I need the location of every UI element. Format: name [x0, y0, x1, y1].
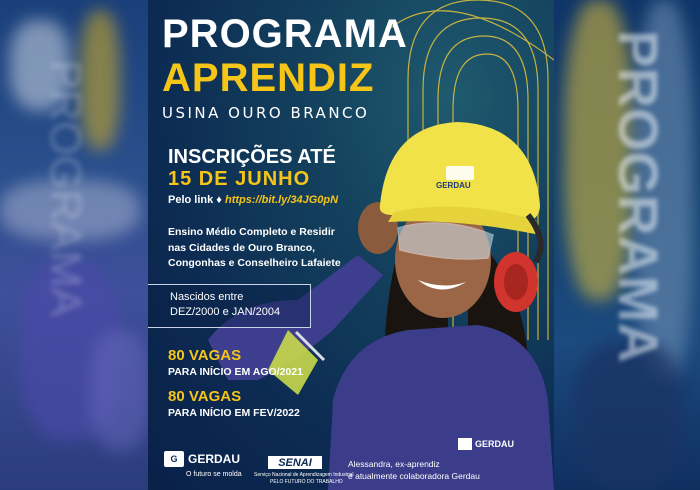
senai-subtitle: Serviço Nacional de Aprendizagem Industrial [254, 472, 354, 478]
registration-link[interactable]: https://bit.ly/34JG0pN [224, 194, 339, 206]
blurred-background-right [554, 0, 700, 490]
birthdate-text [170, 290, 310, 320]
location-subtitle: USINA OURO BRANCO [162, 104, 370, 122]
blurred-right-text: PROGRAMA [607, 30, 670, 363]
vagas-2-title: 80 VAGAS [168, 388, 242, 405]
caption-line1: Alessandra, ex-aprendiz [348, 459, 440, 469]
birthdate-line1: Nascidos entre [170, 291, 244, 303]
requirements-text: Ensino Médio Completo e Residir nas Cidades de Ouro Branco, Congonhas e Conselheiro Lafaiete [168, 226, 341, 269]
program-name: APRENDIZ [162, 56, 375, 100]
blurred-background-left [0, 0, 148, 490]
link-label: Pelo link ♦ [168, 194, 222, 206]
registration-link-row [168, 194, 338, 206]
registration-heading: INSCRIÇÕES ATÉ [168, 146, 336, 168]
recruitment-poster [148, 0, 554, 490]
gerdau-logo-text: GERDAU [188, 452, 241, 466]
caption-line2: e atualmente colaboradora Gerdau [348, 471, 480, 481]
gerdau-logo-icon: G [164, 451, 184, 467]
uniform-brand-label: GERDAU [475, 439, 515, 449]
vagas-1-subtitle: PARA INÍCIO EM AGO/2021 [168, 366, 303, 378]
program-title: PROGRAMA [162, 12, 408, 56]
gerdau-logo [164, 451, 240, 467]
birthdate-line2: DEZ/2000 e JAN/2004 [170, 306, 281, 318]
helmet-brand-label: GERDAU [436, 181, 471, 190]
registration-deadline: 15 DE JUNHO [168, 168, 311, 190]
senai-slogan: PELO FUTURO DO TRABALHO [270, 479, 343, 485]
gerdau-tagline: O futuro se molda [186, 471, 242, 478]
senai-logo: SENAI [268, 456, 322, 469]
photo-caption [348, 458, 508, 482]
vagas-1-title: 80 VAGAS [168, 347, 242, 364]
vagas-2-subtitle: PARA INÍCIO EM FEV/2022 [168, 407, 300, 419]
blurred-left-text: PROGRAMA [41, 60, 90, 317]
